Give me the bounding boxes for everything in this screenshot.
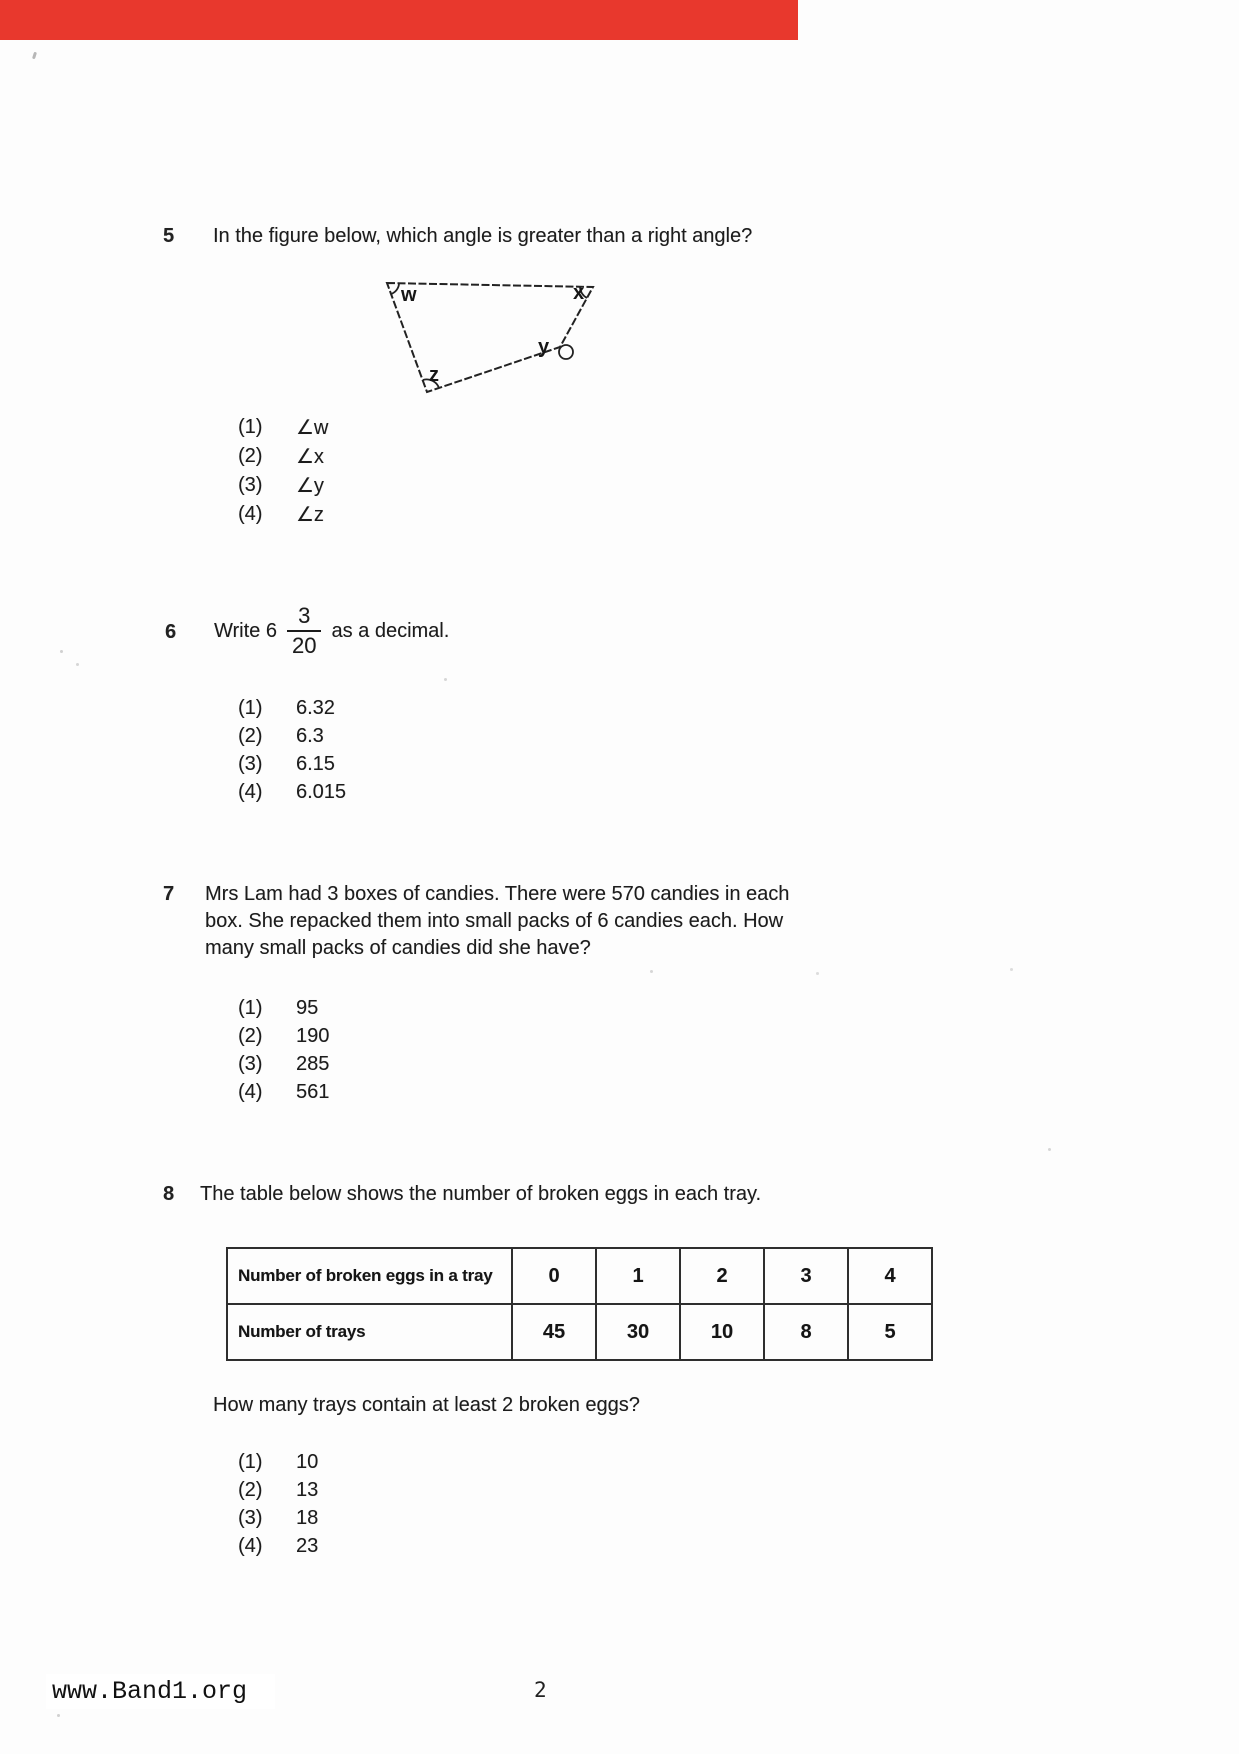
question-8-sub-question: How many trays contain at least 2 broken eggs?	[213, 1394, 640, 1416]
option-value: ∠x	[296, 446, 324, 468]
table-value-cell: 2	[680, 1248, 764, 1304]
option-row	[238, 500, 328, 529]
option-value: ∠y	[296, 475, 324, 497]
vertex-label-y: y	[538, 336, 550, 358]
scan-speck	[76, 663, 79, 666]
angle-circle-y	[559, 345, 573, 359]
option-row	[238, 413, 328, 442]
table-value-cell: 45	[512, 1304, 596, 1360]
scan-speck	[650, 970, 653, 973]
option-label: (4)	[238, 503, 263, 525]
question-8-text: The table below shows the number of broken eggs in each tray.	[200, 1183, 762, 1205]
question-7-options	[238, 994, 329, 1106]
quadrilateral-outline	[387, 283, 593, 392]
option-label: (3)	[238, 1506, 263, 1529]
option-label: (2)	[238, 1478, 263, 1501]
option-value: 6.015	[296, 780, 347, 803]
question-6-text-before: Write 6	[214, 619, 277, 642]
option-label: (3)	[238, 474, 263, 496]
scan-speck	[60, 650, 63, 653]
option-row	[238, 694, 346, 722]
scan-speck	[1010, 968, 1013, 971]
table-value-cell: 1	[596, 1248, 680, 1304]
option-value: 95	[296, 996, 319, 1019]
table-header-cell: Number of broken eggs in a tray	[227, 1248, 512, 1304]
vertex-label-w: w	[401, 284, 417, 306]
table-value-cell: 0	[512, 1248, 596, 1304]
top-red-bar	[0, 0, 798, 40]
vertex-label-x: x	[573, 282, 585, 304]
question-5-options	[238, 413, 328, 529]
option-row	[238, 750, 346, 778]
option-row	[238, 1448, 318, 1476]
table-value-cell: 3	[764, 1248, 848, 1304]
option-value: 285	[296, 1052, 330, 1075]
question-5-text: In the figure below, which angle is greater than a right angle?	[213, 225, 753, 247]
scan-speck	[816, 972, 819, 975]
option-row	[238, 471, 328, 500]
question-6-text	[214, 600, 449, 662]
option-value: 190	[296, 1024, 330, 1047]
option-label: (2)	[238, 724, 263, 747]
vertex-label-z: z	[429, 364, 439, 386]
option-row	[238, 778, 346, 806]
option-label: (1)	[238, 1450, 263, 1473]
page-number: 2	[534, 1678, 547, 1702]
table-value-cell: 10	[680, 1304, 764, 1360]
option-row	[238, 442, 328, 471]
option-label: (2)	[238, 445, 263, 467]
option-row	[238, 994, 329, 1022]
table-value-cell: 4	[848, 1248, 932, 1304]
question-6-options	[238, 694, 346, 806]
option-label: (1)	[238, 696, 263, 719]
option-row	[238, 722, 346, 750]
option-label: (1)	[238, 416, 263, 438]
option-value: 18	[296, 1506, 319, 1529]
option-label: (4)	[238, 1080, 263, 1103]
table-value-cell: 5	[848, 1304, 932, 1360]
option-row	[238, 1532, 318, 1560]
table-row	[227, 1304, 932, 1360]
option-row	[238, 1504, 318, 1532]
angle-arc-w	[391, 284, 399, 294]
fraction	[287, 605, 321, 657]
option-row	[238, 1476, 318, 1504]
option-value: ∠z	[296, 504, 324, 526]
scan-speck	[57, 1714, 60, 1717]
footer-site-label: www.Band1.org	[46, 1674, 275, 1709]
option-label: (2)	[238, 1024, 263, 1047]
option-row	[238, 1050, 329, 1078]
option-value: 23	[296, 1534, 319, 1557]
question-5-number: 5	[163, 225, 175, 247]
option-row	[238, 1078, 329, 1106]
option-value: 6.32	[296, 696, 335, 719]
question-7-line: box. She repacked them into small packs of 6 candies each. How	[205, 910, 784, 932]
question-8-number: 8	[163, 1183, 175, 1205]
question-7-text	[205, 881, 885, 962]
scan-speck	[32, 52, 37, 60]
table-row	[227, 1248, 932, 1304]
scan-speck	[1048, 1148, 1051, 1151]
option-label: (4)	[238, 780, 263, 803]
fraction-numerator: 3	[298, 603, 311, 628]
fraction-denominator: 20	[287, 630, 321, 657]
question-8-options	[238, 1448, 318, 1560]
option-value: 13	[296, 1478, 319, 1501]
question-7-line: many small packs of candies did she have?	[205, 937, 591, 959]
option-row	[238, 1022, 329, 1050]
option-value: 561	[296, 1080, 330, 1103]
option-label: (3)	[238, 752, 263, 775]
option-label: (4)	[238, 1534, 263, 1557]
option-label: (3)	[238, 1052, 263, 1075]
option-value: 10	[296, 1450, 319, 1473]
table-header-cell: Number of trays	[227, 1304, 512, 1360]
option-value: 6.3	[296, 724, 324, 747]
option-label: (1)	[238, 996, 263, 1019]
table-value-cell: 8	[764, 1304, 848, 1360]
broken-eggs-table	[226, 1247, 933, 1361]
option-value: 6.15	[296, 752, 335, 775]
question-7-line: Mrs Lam had 3 boxes of candies. There were 570 candies in each	[205, 883, 790, 905]
quadrilateral-figure	[335, 246, 645, 411]
scan-speck	[444, 678, 447, 681]
option-value: ∠w	[296, 417, 329, 439]
question-7-number: 7	[163, 883, 175, 905]
question-6-number: 6	[165, 621, 177, 643]
table-value-cell: 30	[596, 1304, 680, 1360]
question-6-text-after: as a decimal.	[331, 619, 450, 642]
